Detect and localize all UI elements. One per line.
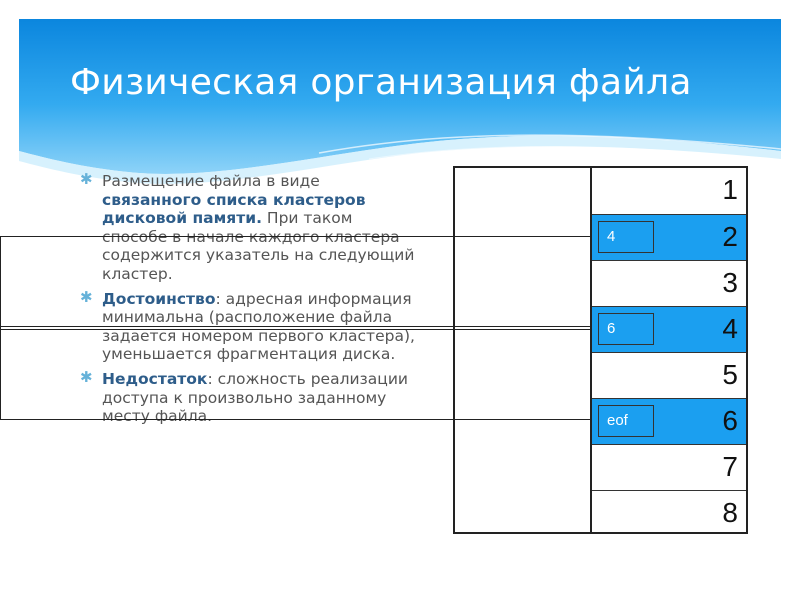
cluster-cell — [592, 260, 746, 306]
bullet-text-bold: связанного списка кластеров дисковой памяти. — [102, 190, 366, 228]
slide-title: Физическая организация файла — [70, 62, 692, 103]
bullet-text-part: : адресная информация минимальна (расположение файла задается номером первого кластера), уменьшается фрагментация диска. — [102, 289, 415, 364]
bullet-text-part: : сложность реализации доступа к произвольно заданному месту файла. — [102, 369, 408, 426]
bullet-star-icon: ✱ — [80, 367, 93, 386]
bullet-text-part: При таком способе в начале каждого кластера содержится указатель на следующий кластер. — [102, 209, 415, 283]
cluster-number: 8 — [722, 497, 738, 528]
cluster-cell-highlighted — [592, 214, 746, 260]
cluster-pointer: 4 — [598, 221, 654, 253]
bullet-star-icon: ✱ — [80, 170, 93, 188]
cluster-pointer: 6 — [598, 313, 654, 345]
bullet-text-bold: Достоинство — [102, 289, 216, 308]
cluster-pointer: eof — [598, 405, 654, 437]
cluster-number: 2 — [722, 221, 738, 252]
bullet-text-part: Размещение файла в виде — [102, 172, 320, 190]
cluster-cell-highlighted — [592, 306, 746, 352]
cluster-cell-highlighted — [592, 398, 746, 444]
cluster-cell — [592, 352, 746, 398]
cluster-number: 1 — [722, 174, 738, 205]
bullet-star-icon: ✱ — [80, 287, 93, 306]
cluster-number: 3 — [722, 267, 738, 298]
cluster-number: 5 — [722, 359, 738, 390]
cluster-cell — [592, 490, 746, 532]
cluster-cell — [592, 168, 746, 214]
cluster-number: 7 — [722, 451, 738, 482]
cluster-cell — [592, 444, 746, 490]
cluster-number: 4 — [722, 313, 738, 344]
bullet-text-bold: Недостаток — [102, 369, 208, 388]
cluster-number: 6 — [722, 405, 738, 436]
